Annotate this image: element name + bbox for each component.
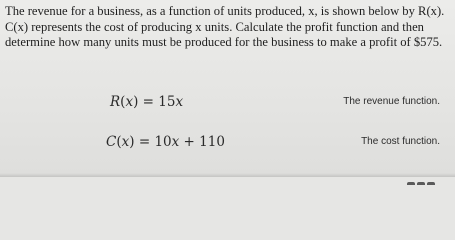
cost-function-label: The cost function. (361, 136, 440, 147)
variable: x (171, 134, 180, 150)
cost-equation: C(x) = 10x + 110 (106, 134, 225, 150)
revenue-function-label: The revenue function. (343, 96, 440, 107)
problem-statement: The revenue for a business, as a function of units produced, x, is shown below by R(x). C(x) represents the cost of producing x units. Calculate the profit function and then determine how many units must be produced for the business to make a profit of $575. (5, 4, 445, 49)
coefficient: 10 (154, 134, 172, 150)
constant-term: 110 (199, 134, 225, 150)
scroll-tick (427, 182, 435, 185)
variable: x (175, 94, 184, 110)
scroll-indicator[interactable] (405, 172, 445, 176)
function-name: C (106, 134, 117, 150)
function-name: R (110, 94, 121, 110)
bottom-divider (0, 173, 455, 177)
scroll-tick (407, 182, 415, 185)
revenue-equation: R(x) = 15x (110, 94, 184, 110)
function-argument: x (125, 94, 134, 110)
scroll-tick (417, 182, 425, 185)
revenue-function-row (0, 94, 455, 114)
cost-function-row (0, 134, 455, 154)
coefficient: 15 (158, 94, 176, 110)
function-argument: x (121, 134, 130, 150)
